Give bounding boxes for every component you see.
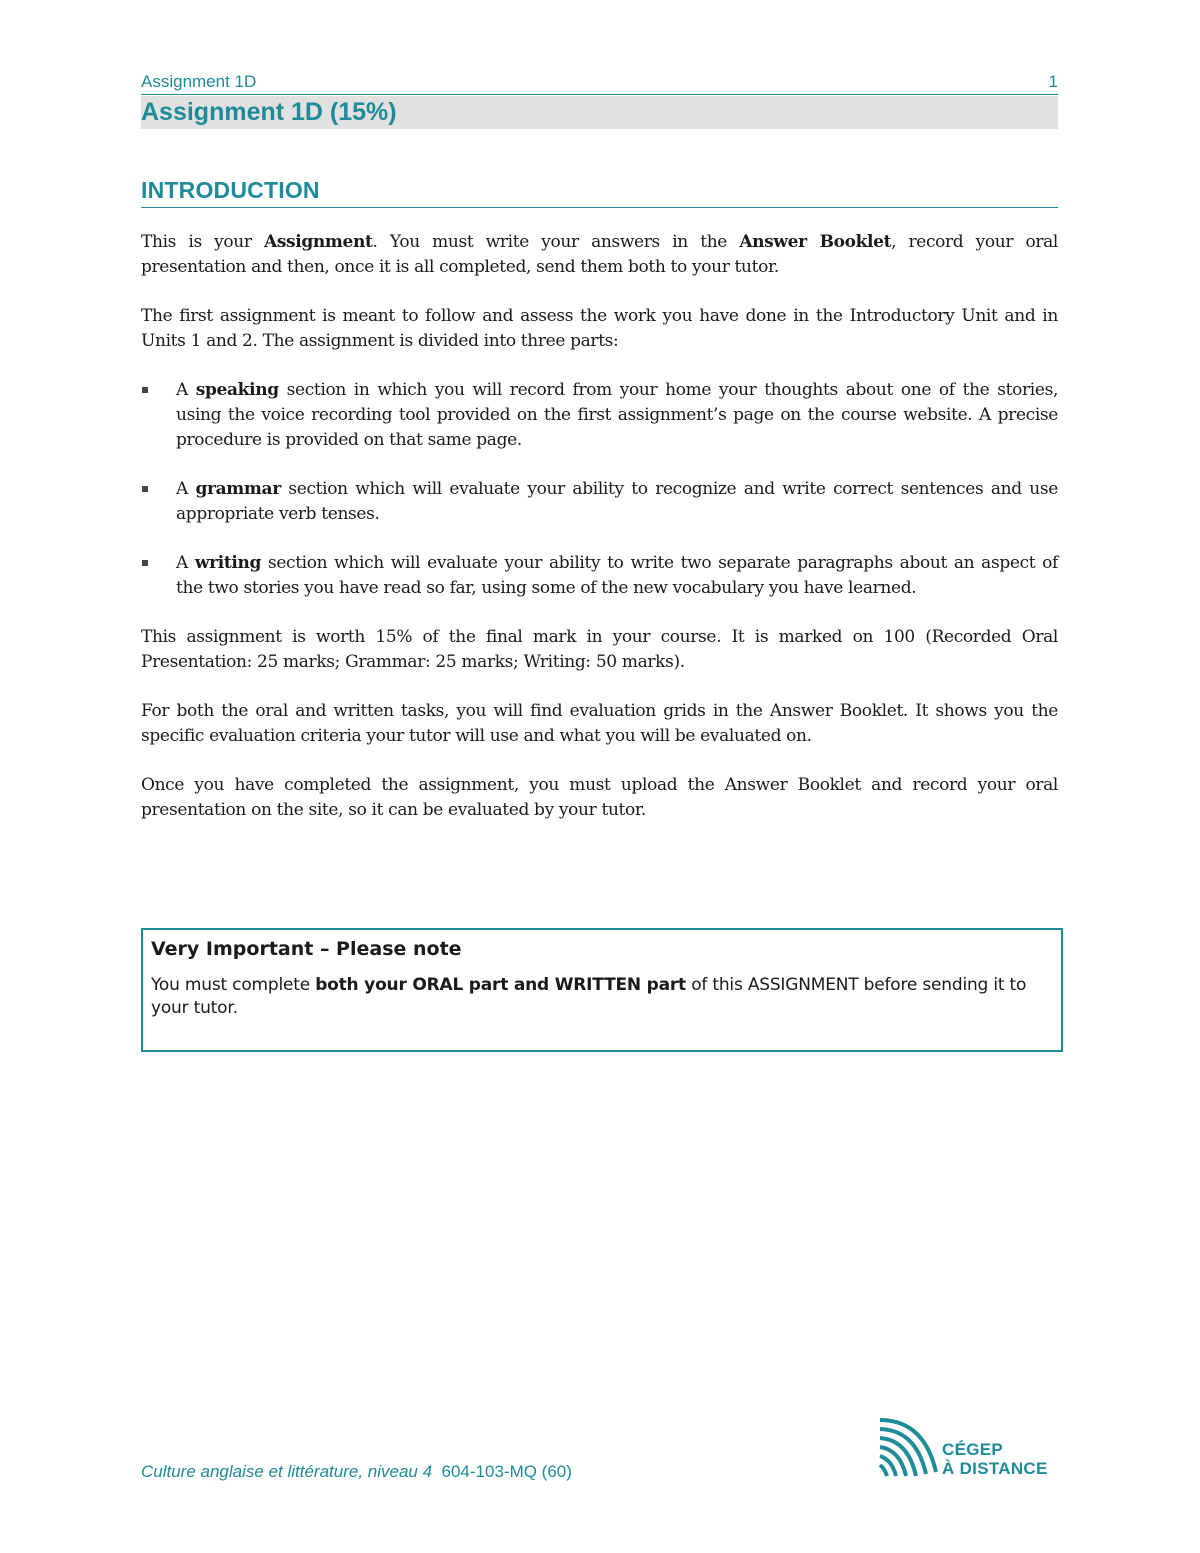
page-footer — [141, 1462, 572, 1482]
list-item — [141, 378, 1058, 453]
list-item — [141, 551, 1058, 601]
text-run: of this ASSIGNMENT before sending it to your tutor. — [151, 975, 1027, 1018]
cegep-logo — [878, 1412, 1058, 1480]
paragraph-intro — [141, 230, 1058, 280]
note-body — [151, 974, 1053, 1020]
square-bullet-icon — [142, 486, 148, 492]
text-run: This is your — [141, 232, 264, 252]
bold-speaking: speaking — [195, 380, 279, 400]
paragraph-parts: The first assignment is meant to follow and assess the work you have done in the Introductory Unit and in Units 1 and 2. The assignment is divided into three parts: — [141, 306, 1058, 351]
bold-assignment: Assignment — [263, 232, 373, 252]
bold-answer-booklet: Answer Booklet — [739, 232, 892, 252]
bold-writing: writing — [194, 553, 262, 573]
document-title: Assignment 1D (15%) — [141, 98, 397, 126]
text-run: You must complete — [151, 975, 316, 995]
running-header — [141, 68, 1058, 95]
footer-code: 604-103-MQ (60) — [441, 1462, 572, 1481]
section-heading — [141, 174, 1058, 208]
bold-oral-written: both your ORAL part and WRITTEN part — [315, 975, 686, 995]
running-title: Assignment 1D — [141, 72, 257, 91]
bold-grammar: grammar — [195, 479, 281, 499]
section-title: INTRODUCTION — [141, 177, 320, 203]
text-run: section in which you will record from your home your thoughts about one of the stories, using the voice recording tool provided on the first assignment’s page on the course website. A precise procedure is provided on that same page. — [176, 380, 1058, 450]
square-bullet-icon — [142, 387, 148, 393]
important-note-box — [141, 928, 1063, 1052]
footer-course: Culture anglaise et littérature, niveau 4 — [141, 1462, 433, 1481]
paragraph-evaluation-grids: For both the oral and written tasks, you will find evaluation grids in the Answer Booklet. It shows you the specific evaluation criteria your tutor will use and what you will be evaluated on. — [141, 701, 1058, 746]
page-number: 1 — [1048, 72, 1058, 91]
paragraph-worth: This assignment is worth 15% of the final mark in your course. It is marked on 100 (Recorded Oral Presentation: 25 marks; Grammar: 25 marks; Writing: 50 marks). — [141, 627, 1058, 672]
logo-line-1: CÉGEP — [942, 1440, 1004, 1459]
cegep-signal-arcs-icon — [878, 1412, 942, 1480]
note-title: Very Important – Please note — [151, 938, 462, 960]
text-run: , record your oral presentation and then, once it is all completed, send them both to your tutor. — [141, 232, 1059, 277]
paragraph-upload: Once you have completed the assignment, you must upload the Answer Booklet and record your oral presentation on the site, so it can be evaluated by your tutor. — [141, 775, 1058, 820]
logo-line-2: À DISTANCE — [942, 1459, 1048, 1478]
parts-list — [141, 378, 1058, 601]
text-run: A — [176, 380, 196, 400]
body-text — [141, 230, 1058, 847]
text-run: . You must write your answers in the — [372, 232, 740, 252]
text-run: section which will evaluate your ability to recognize and write correct sentences and use appropriate verb tenses. — [176, 479, 1058, 524]
logo-wordmark — [942, 1440, 1048, 1478]
text-run: A — [176, 553, 195, 573]
text-run: A — [176, 479, 196, 499]
text-run: section which will evaluate your ability to write two separate paragraphs about an aspect of the two stories you have read so far, using some of the new vocabulary you have learned. — [176, 553, 1058, 598]
square-bullet-icon — [142, 560, 148, 566]
list-item — [141, 477, 1058, 527]
title-band — [141, 96, 1058, 129]
